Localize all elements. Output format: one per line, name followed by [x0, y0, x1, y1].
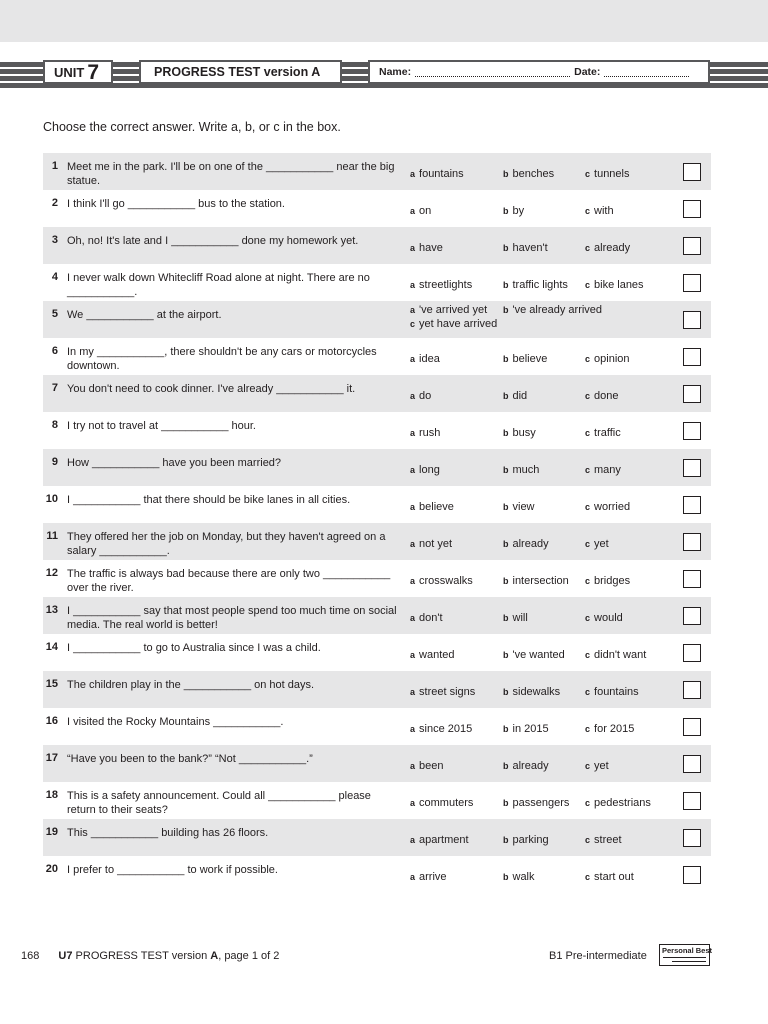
question-row [43, 745, 711, 782]
option-b [503, 464, 539, 476]
option-a-text: not yet [419, 538, 453, 550]
option-b [503, 612, 528, 624]
question-row [43, 338, 711, 375]
option-a [410, 390, 431, 402]
option-a [410, 649, 455, 661]
question-number: 12 [45, 567, 58, 579]
option-letter: c [585, 835, 591, 845]
question-number: 1 [51, 160, 58, 172]
option-b [503, 242, 548, 254]
question-text: I ___________ to go to Australia since I was a child. [67, 642, 321, 654]
option-c-text: street [594, 834, 622, 846]
question-text: I visited the Rocky Mountains ___________. [67, 716, 284, 728]
option-a-text: do [419, 390, 432, 402]
option-b [503, 205, 524, 217]
question-text: We ___________ at the airport. [67, 309, 222, 321]
option-a [410, 464, 440, 476]
option-letter: c [585, 687, 591, 697]
option-a [410, 834, 469, 846]
option-c-text: opinion [594, 353, 630, 365]
option-b [503, 760, 549, 772]
option-c-text: tunnels [594, 168, 630, 180]
option-c [585, 797, 651, 809]
option-a-text: been [419, 760, 444, 772]
option-a-text: long [419, 464, 440, 476]
option-letter: b [503, 305, 509, 315]
option-letter: c [585, 613, 591, 623]
footer-test-label: PROGRESS TEST version [75, 950, 208, 962]
option-c-text: bridges [594, 575, 631, 587]
option-letter: c [585, 169, 591, 179]
option-letter: a [410, 169, 416, 179]
question-number: 11 [46, 530, 58, 542]
option-letter: b [503, 169, 509, 179]
question-number: 3 [51, 234, 58, 246]
option-b [503, 575, 569, 587]
date-label: Date: [574, 66, 601, 78]
option-b-text: will [512, 612, 528, 624]
option-letter: a [410, 761, 416, 771]
answer-box[interactable] [683, 681, 701, 699]
option-letter: c [585, 539, 591, 549]
option-c [410, 318, 497, 330]
question-row [43, 449, 711, 486]
answer-box[interactable] [683, 866, 701, 884]
option-a [410, 501, 454, 513]
question-number: 10 [45, 493, 58, 505]
question-number: 14 [45, 641, 58, 653]
option-letter: c [585, 872, 591, 882]
option-c [585, 501, 630, 513]
option-letter: c [585, 798, 591, 808]
option-b [503, 501, 535, 513]
question-text: I ___________ that there should be bike lanes in all cities. [67, 494, 351, 506]
option-b-text: walk [512, 871, 535, 883]
option-letter: a [410, 391, 416, 401]
option-c-text: pedestrians [594, 797, 651, 809]
option-letter: b [503, 354, 509, 364]
name-field[interactable] [415, 67, 570, 77]
option-c-text: bike lanes [594, 279, 644, 291]
answer-box[interactable] [683, 163, 701, 181]
question-number: 15 [45, 678, 58, 690]
question-number: 19 [45, 826, 58, 838]
question-number: 13 [45, 604, 58, 616]
option-a-text: have [419, 242, 443, 254]
option-a-text: rush [419, 427, 441, 439]
question-number: 17 [45, 752, 58, 764]
question-row [43, 597, 711, 634]
unit-number: 7 [87, 60, 100, 84]
option-letter: a [410, 539, 416, 549]
option-a [410, 612, 443, 624]
option-c-text: would [594, 612, 623, 624]
answer-box[interactable] [683, 348, 701, 366]
question-text: This is a safety announcement. Could all ___________ please return to their seats? [67, 790, 371, 816]
option-b [503, 538, 549, 550]
option-c-text: start out [594, 871, 634, 883]
option-a-text: street signs [419, 686, 476, 698]
name-date-box [368, 60, 710, 84]
unit-label: UNIT [54, 64, 85, 80]
option-letter: a [410, 502, 416, 512]
option-letter: c [585, 576, 591, 586]
option-c [585, 612, 623, 624]
question-text: How ___________ have you been married? [67, 457, 282, 469]
option-letter: c [410, 319, 416, 329]
answer-box[interactable] [683, 607, 701, 625]
option-c [585, 834, 622, 846]
answer-box[interactable] [683, 200, 701, 218]
answer-box[interactable] [683, 792, 701, 810]
option-b-text: traffic lights [512, 279, 568, 291]
option-c-text: yet [594, 538, 609, 550]
answer-box[interactable] [683, 274, 701, 292]
option-letter: b [503, 465, 509, 475]
option-letter: b [503, 798, 509, 808]
option-letter: b [503, 206, 509, 216]
option-letter: a [410, 613, 416, 623]
option-a [410, 205, 431, 217]
option-letter: c [585, 354, 591, 364]
answer-box[interactable] [683, 311, 701, 329]
question-row [43, 560, 711, 597]
option-c-text: worried [594, 501, 631, 513]
option-b [503, 168, 554, 180]
question-row [43, 190, 711, 227]
personal-best-logo [659, 944, 713, 966]
option-b [503, 797, 569, 809]
instructions: Choose the correct answer. Write a, b, or c in the box. [43, 120, 341, 134]
option-c [585, 871, 634, 883]
option-letter: a [410, 243, 416, 253]
option-c [585, 575, 630, 587]
option-c-text: many [594, 464, 621, 476]
option-a [410, 723, 472, 735]
option-a [410, 168, 464, 180]
question-row [43, 634, 711, 671]
question-number: 8 [51, 419, 58, 431]
option-b-text: 've already arrived [512, 304, 603, 316]
option-b-text: already [512, 538, 549, 550]
question-list [43, 153, 711, 893]
option-letter: c [585, 280, 591, 290]
option-c [585, 390, 619, 402]
question-text: Meet me in the park. I'll be on one of the ___________ near the big statue. [67, 161, 395, 187]
answer-box[interactable] [683, 459, 701, 477]
option-b-text: did [512, 390, 528, 402]
question-text: Oh, no! It's late and I ___________ done my homework yet. [67, 235, 359, 247]
option-a-text: wanted [419, 649, 455, 661]
option-c [585, 279, 644, 291]
option-b [503, 834, 549, 846]
footer-version: A [210, 950, 219, 962]
option-c-text: traffic [594, 427, 621, 439]
question-text: I prefer to ___________ to work if possible. [67, 864, 278, 876]
option-b-text: benches [512, 168, 555, 180]
option-b-text: sidewalks [512, 686, 561, 698]
option-a-text: fountains [419, 168, 464, 180]
option-letter: a [410, 872, 416, 882]
option-c [585, 353, 630, 365]
unit-box [43, 60, 113, 84]
option-b [503, 871, 535, 883]
option-letter: b [503, 724, 509, 734]
answer-box[interactable] [683, 422, 701, 440]
question-number: 18 [45, 789, 58, 801]
option-c [585, 427, 621, 439]
option-c [585, 242, 630, 254]
option-letter: b [503, 687, 509, 697]
option-a [410, 686, 475, 698]
question-number: 6 [51, 345, 58, 357]
question-number: 2 [51, 197, 58, 209]
option-c-text: done [594, 390, 619, 402]
option-a [410, 575, 473, 587]
question-number: 5 [51, 308, 58, 320]
option-a-text: crosswalks [419, 575, 473, 587]
option-letter: c [585, 206, 591, 216]
question-text: I ___________ say that most people spend too much time on social media. The real world is better! [67, 605, 397, 631]
question-row [43, 375, 711, 412]
option-letter: b [503, 502, 509, 512]
question-row [43, 486, 711, 523]
answer-box[interactable] [683, 237, 701, 255]
question-number: 16 [45, 715, 58, 727]
answer-box[interactable] [683, 533, 701, 551]
answer-box[interactable] [683, 496, 701, 514]
option-letter: a [410, 835, 416, 845]
question-row [43, 227, 711, 264]
option-b-text: haven't [512, 242, 548, 254]
question-row [43, 782, 711, 819]
option-c [585, 205, 614, 217]
option-c [585, 686, 639, 698]
option-letter: c [585, 502, 591, 512]
question-text: This ___________ building has 26 floors. [67, 827, 269, 839]
option-b [503, 649, 565, 661]
question-row [43, 264, 711, 301]
question-text: I think I'll go ___________ bus to the station. [67, 198, 285, 210]
option-letter: a [410, 280, 416, 290]
option-letter: c [585, 761, 591, 771]
option-letter: a [410, 354, 416, 364]
option-b-text: in 2015 [512, 723, 549, 735]
option-a-text: idea [419, 353, 440, 365]
test-title: PROGRESS TEST version A [139, 60, 342, 84]
option-b-text: already [512, 760, 549, 772]
question-row [43, 708, 711, 745]
question-number: 20 [45, 863, 58, 875]
question-text: The traffic is always bad because there are only two ___________ over the river. [67, 568, 391, 594]
option-b [503, 279, 568, 291]
option-a-text: arrive [419, 871, 447, 883]
option-b-text: view [512, 501, 535, 513]
option-a [410, 279, 472, 291]
option-letter: a [410, 576, 416, 586]
option-c-text: for 2015 [594, 723, 635, 735]
option-b [503, 427, 536, 439]
option-b [503, 686, 560, 698]
option-b-text: believe [512, 353, 548, 365]
option-letter: b [503, 576, 509, 586]
option-c-text: with [594, 205, 614, 217]
name-label: Name: [379, 66, 412, 78]
question-row [43, 671, 711, 708]
option-b-text: passengers [512, 797, 570, 809]
question-text: In my ___________, there shouldn't be any cars or motorcycles downtown. [67, 346, 377, 372]
question-text: They offered her the job on Monday, but they haven't agreed on a salary ___________. [67, 531, 386, 557]
answer-box[interactable] [683, 644, 701, 662]
option-letter: b [503, 539, 509, 549]
option-b [503, 723, 549, 735]
question-text: I never walk down Whitecliff Road alone at night. There are no ___________. [67, 272, 370, 298]
option-letter: a [410, 687, 416, 697]
option-a-text: don't [419, 612, 443, 624]
option-b [503, 390, 527, 402]
question-row [43, 819, 711, 856]
option-letter: a [410, 305, 416, 315]
option-a [410, 304, 487, 316]
option-a [410, 353, 440, 365]
question-number: 9 [51, 456, 58, 468]
option-a [410, 538, 452, 550]
option-c [585, 760, 609, 772]
option-letter: c [585, 650, 591, 660]
option-a [410, 797, 473, 809]
footer-left [21, 950, 279, 962]
option-letter: a [410, 650, 416, 660]
option-c-text: yet [594, 760, 609, 772]
option-letter: c [585, 465, 591, 475]
option-a [410, 242, 443, 254]
option-letter: b [503, 613, 509, 623]
option-letter: b [503, 428, 509, 438]
date-field[interactable] [604, 67, 689, 77]
option-b-text: intersection [512, 575, 569, 587]
level-label: B1 Pre-intermediate [549, 950, 647, 962]
option-letter: b [503, 280, 509, 290]
option-b-text: by [512, 205, 525, 217]
option-letter: a [410, 428, 416, 438]
option-c [585, 649, 646, 661]
option-c-text: fountains [594, 686, 639, 698]
option-b-text: busy [512, 427, 536, 439]
option-b-text: parking [512, 834, 549, 846]
option-b-text: much [512, 464, 540, 476]
option-letter: c [585, 243, 591, 253]
option-letter: b [503, 650, 509, 660]
option-a-text: 've arrived yet [419, 304, 488, 316]
question-text: “Have you been to the bank?” “Not ___________.” [67, 753, 313, 765]
question-text: You don't need to cook dinner. I've already ___________ it. [67, 383, 356, 395]
top-band [0, 0, 768, 42]
option-letter: b [503, 391, 509, 401]
option-letter: c [585, 391, 591, 401]
question-number: 7 [51, 382, 58, 394]
option-a [410, 427, 440, 439]
option-a-text: commuters [419, 797, 474, 809]
option-letter: b [503, 761, 509, 771]
question-row [43, 301, 711, 338]
question-text: I try not to travel at ___________ hour. [67, 420, 256, 432]
option-letter: c [585, 724, 591, 734]
unit-code: U7 [58, 950, 73, 962]
answer-box[interactable] [683, 385, 701, 403]
question-text: The children play in the ___________ on hot days. [67, 679, 315, 691]
page-number: 168 [21, 950, 40, 962]
option-c-text: already [594, 242, 631, 254]
option-letter: a [410, 465, 416, 475]
answer-box[interactable] [683, 755, 701, 773]
option-c-text: yet have arrived [419, 318, 498, 330]
question-row [43, 856, 711, 893]
option-letter: b [503, 872, 509, 882]
option-a-text: on [419, 205, 432, 217]
answer-box[interactable] [683, 829, 701, 847]
option-b [503, 304, 602, 316]
footer-page-info: , page 1 of 2 [218, 950, 280, 962]
logo-text: Personal Best [662, 946, 713, 955]
option-letter: b [503, 835, 509, 845]
question-row [43, 412, 711, 449]
option-letter: a [410, 206, 416, 216]
option-a [410, 760, 444, 772]
option-letter: a [410, 798, 416, 808]
answer-box[interactable] [683, 718, 701, 736]
option-a-text: streetlights [419, 279, 473, 291]
option-c [585, 723, 634, 735]
option-a-text: believe [419, 501, 454, 513]
option-letter: b [503, 243, 509, 253]
option-c-text: didn't want [594, 649, 647, 661]
option-a-text: apartment [419, 834, 469, 846]
option-c [585, 464, 621, 476]
question-number: 4 [51, 271, 58, 283]
option-b-text: 've wanted [512, 649, 565, 661]
option-c [585, 538, 609, 550]
option-b [503, 353, 547, 365]
option-a [410, 871, 447, 883]
option-letter: a [410, 724, 416, 734]
question-row [43, 153, 711, 190]
option-c [585, 168, 630, 180]
option-a-text: since 2015 [419, 723, 473, 735]
question-row [43, 523, 711, 560]
answer-box[interactable] [683, 570, 701, 588]
option-letter: c [585, 428, 591, 438]
